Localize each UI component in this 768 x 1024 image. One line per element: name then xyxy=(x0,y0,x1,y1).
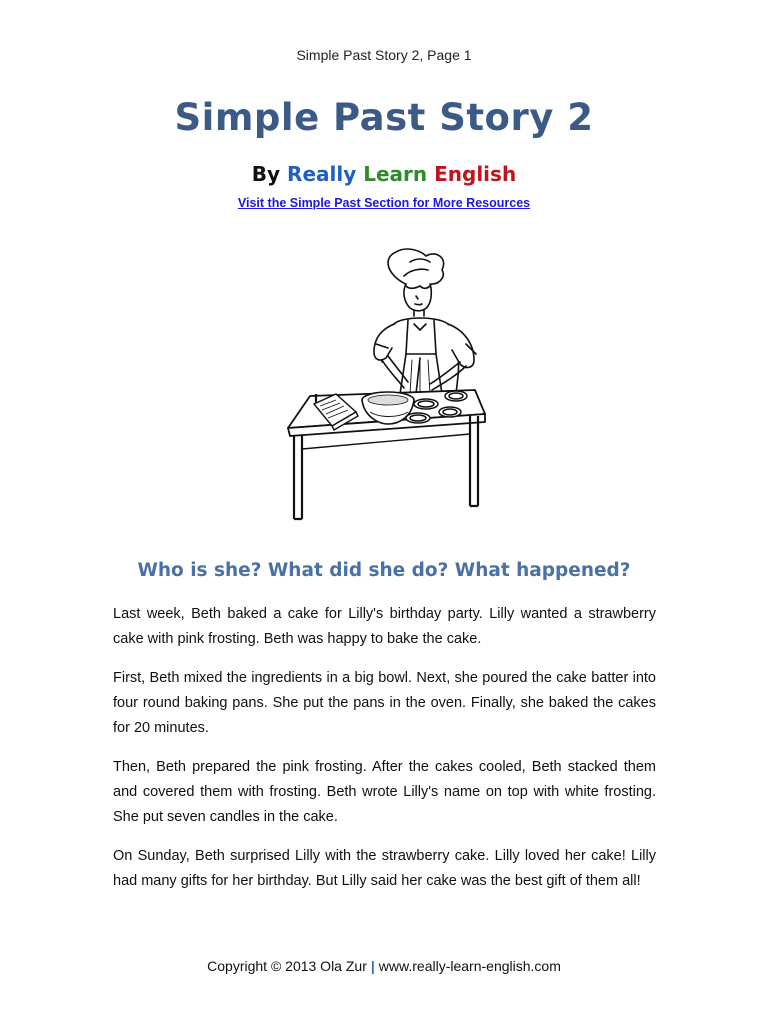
story-paragraph: On Sunday, Beth surprised Lilly with the strawberry cake. Lilly loved her cake! Lilly had many gifts for her birthday. But Lilly said her cake was the best gift of them all! xyxy=(113,848,656,889)
resources-link-row xyxy=(0,196,768,210)
website-text: www.really-learn-english.com xyxy=(378,958,561,974)
story-paragraph: Last week, Beth baked a cake for Lilly's birthday party. Lilly wanted a strawberry cake with pink frosting. Beth was happy to bake the cake. xyxy=(113,606,656,647)
byline xyxy=(0,162,768,186)
discussion-question: Who is she? What did she do? What happened? xyxy=(137,560,631,581)
byline-really: Really xyxy=(287,162,357,186)
footer-separator: | xyxy=(370,958,375,974)
story-paragraph: Then, Beth prepared the pink frosting. After the cakes cooled, Beth stacked them and covered them with frosting. Beth wrote Lilly's name on top with white frosting. She put seven candles in the cake. xyxy=(113,759,656,825)
byline-by: By xyxy=(251,162,281,186)
copyright-text: Copyright © 2013 Ola Zur xyxy=(207,958,367,974)
page-title: Simple Past Story 2 xyxy=(174,96,594,139)
footer xyxy=(0,958,768,974)
running-header: Simple Past Story 2, Page 1 xyxy=(296,47,472,63)
baker-woman-illustration xyxy=(270,244,500,529)
byline-learn: Learn xyxy=(363,162,428,186)
byline-english: English xyxy=(434,162,517,186)
story-paragraph: First, Beth mixed the ingredients in a big bowl. Next, she poured the cake batter into four round baking pans. She put the pans in the oven. Finally, she baked the cakes for 20 minutes. xyxy=(113,670,656,736)
resources-link[interactable]: Visit the Simple Past Section for More Resources xyxy=(237,196,531,210)
story-text xyxy=(113,602,656,908)
